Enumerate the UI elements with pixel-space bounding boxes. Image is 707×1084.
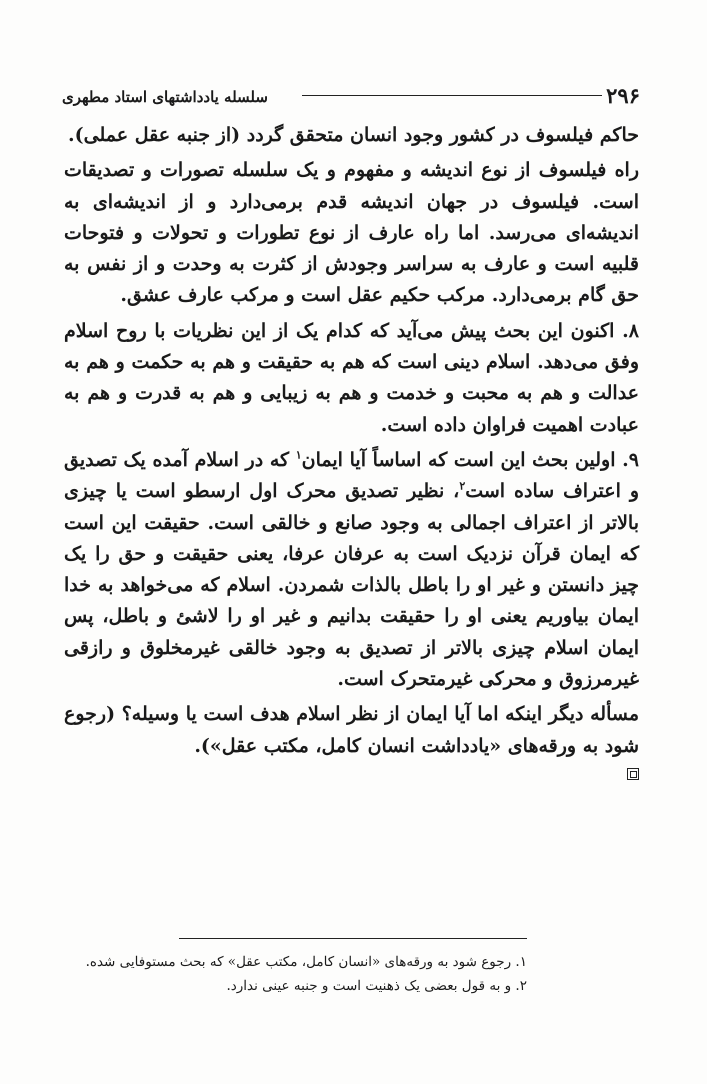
paragraph-3: ۸. اکنون این بحث پیش می‌آید که کدام یک از این نظریات با روح اسلام وفق می‌دهد. اسلام دینی است که هم به حقیقت و هم به حکمت و هم به عدالت و هم به محبت و خدمت و هم به زیبایی و هم به قدرت و هم به عبادت اهمیت فراوان داده است. xyxy=(64,319,639,436)
header-rule xyxy=(302,95,602,96)
paragraph-1: حاکم فیلسوف در کشور وجود انسان متحقق گردد (از جنبه عقل عملی). xyxy=(68,124,639,146)
footnote-ref-2[interactable]: ۲ xyxy=(459,479,466,493)
page-number: ۲۹۶ xyxy=(606,83,640,108)
paragraph-4-part-3: ، نظیر تصدیق محرک اول ارسطو است یا چیزی بالاتر از اعتراف اجمالی به وجود صانع و خالقی است. حقیقت این است که ایمان قرآن نزدیک است به عرفان عرفا، یعنی حقیقت و حق را یک چیز دانستن و غیر او را باطل بالذات شمردن. اسلام که می‌خواهد به خدا ایمان بیاوریم یعنی او را حقیقت بدانیم و غیر او را لاشئ و باطل، پس ایمان اسلام چیزی بالاتر از تصدیق به وجود خالقی غیرمخلوق و رازقی غیرمرزوق و محرکی غیرمتحرک است. xyxy=(64,480,639,691)
footnote-rule xyxy=(179,938,527,939)
paragraph-4 xyxy=(64,445,639,695)
end-mark-icon xyxy=(627,768,639,780)
running-head: سلسله یادداشتهای استاد مطهری xyxy=(62,88,268,106)
page-header xyxy=(62,84,640,110)
paragraph-5: مسأله دیگر اینکه اما آیا ایمان از نظر اسلام هدف است یا وسیله؟ (رجوع شود به ورقه‌های «یادداشت انسان کامل، مکتب عقل»). xyxy=(64,703,639,757)
footnote-ref-1[interactable]: ۱ xyxy=(295,448,302,462)
footnote-1: ۱. رجوع شود به ورقه‌های «انسان کامل، مکتب عقل» که بحث مستوفایی شده. xyxy=(85,954,527,970)
paragraph-2: راه فیلسوف از نوع اندیشه و مفهوم و یک سلسله تصورات و تصدیقات است. فیلسوف در جهان اندیشه قدم برمی‌دارد و از اندیشه‌ای به اندیشه‌ای می‌رسد. اما راه عارف از نوع تطورات و تحولات و فتوحات قلبیه است و عارف به سراسر وجودش از کثرت به وحدت و از نفس به حق گام برمی‌دارد. مرکب حکیم عقل است و مرکب عارف عشق. xyxy=(64,159,639,307)
paragraph-4-part-2: که در اسلام آمده یک تصدیق و اعتراف ساده است xyxy=(64,448,639,503)
footnote-2: ۲. و به قول بعضی یک ذهنیت است و جنبه عینی ندارد. xyxy=(226,978,527,994)
footnotes xyxy=(85,950,527,998)
body-text xyxy=(64,120,639,780)
paragraph-4-part-1: ۹. اولین بحث این است که اساساً آیا ایمان xyxy=(301,448,639,471)
